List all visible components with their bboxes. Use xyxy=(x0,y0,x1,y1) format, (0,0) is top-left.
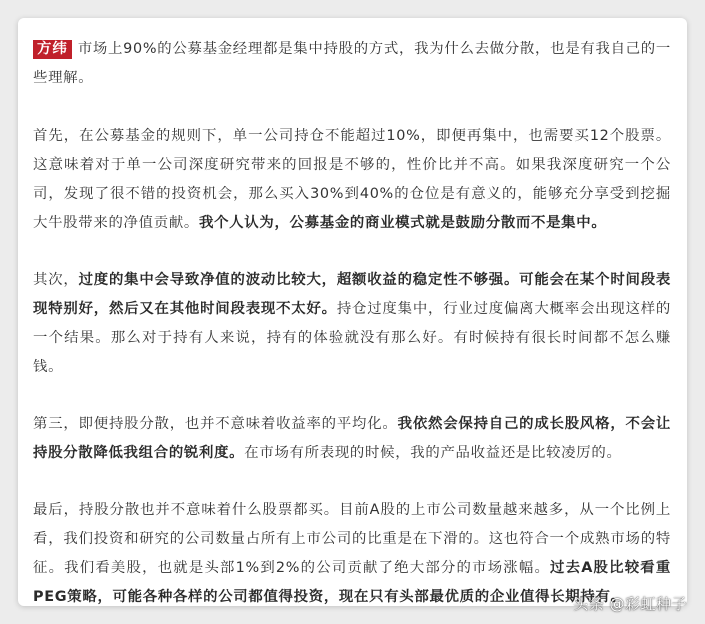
article-card xyxy=(18,18,687,606)
fourth-point-emphasis: 过去A股比较看重PEG策略，可能各种各样的公司都值得投资，现在只有头部最优质的企业值得长期持有。 xyxy=(33,560,671,605)
third-point-tail: 在市场有所表现的时候，我的产品收益还是比较凌厉的。 xyxy=(244,445,622,461)
paragraph-intro xyxy=(33,35,671,93)
third-point-emphasis: 我依然会保持自己的成长股风格，不会让持股分散降低我组合的锐利度。 xyxy=(33,416,671,461)
first-point-text: 首先，在公募基金的规则下，单一公司持仓不能超过10%，即便再集中，也需要买12个股票。这意味着对于单一公司深度研究带来的回报是不够的，性价比并不高。如果我深度研究一个公司，发现了很不错的投资机会，那么买入30%到40%的仓位是有意义的，能够充分享受到挖掘大牛股带来的净值贡献。 xyxy=(33,128,671,231)
fourth-point-text: 最后，持股分散也并不意味着什么股票都买。目前A股的上市公司数量越来越多，从一个比例上看，我们投资和研究的公司数量占所有上市公司的比重是在下滑的。这也符合一个成熟市场的特征。我们看美股，也就是头部1%到2%的公司贡献了绝大部分的市场涨幅。 xyxy=(33,502,671,576)
second-point-tail: 持仓过度集中，行业过度偏离大概率会出现这样的一个结果。那么对于持有人来说，持有的体验就没有那么好。有时候持有很长时间都不怎么赚钱。 xyxy=(33,301,671,375)
intro-text: 市场上90%的公募基金经理都是集中持股的方式，我为什么去做分散，也是有我自己的一些理解。 xyxy=(33,41,671,86)
paragraph-first-point xyxy=(33,122,671,238)
source-watermark: 头条 @彩虹种子 xyxy=(573,595,687,613)
second-point-lead: 其次， xyxy=(33,272,79,288)
second-point-emphasis: 过度的集中会导致净值的波动比较大，超额收益的稳定性不够强。可能会在某个时间段表现特别好，然后又在其他时间段表现不太好。 xyxy=(33,272,671,317)
paragraph-third-point xyxy=(33,410,671,468)
third-point-lead: 第三，即便持股分散，也并不意味着收益率的平均化。 xyxy=(33,416,398,432)
first-point-emphasis: 我个人认为，公募基金的商业模式就是鼓励分散而不是集中。 xyxy=(199,215,607,231)
paragraph-second-point xyxy=(33,266,671,382)
speaker-badge: 方纬 xyxy=(33,40,72,59)
